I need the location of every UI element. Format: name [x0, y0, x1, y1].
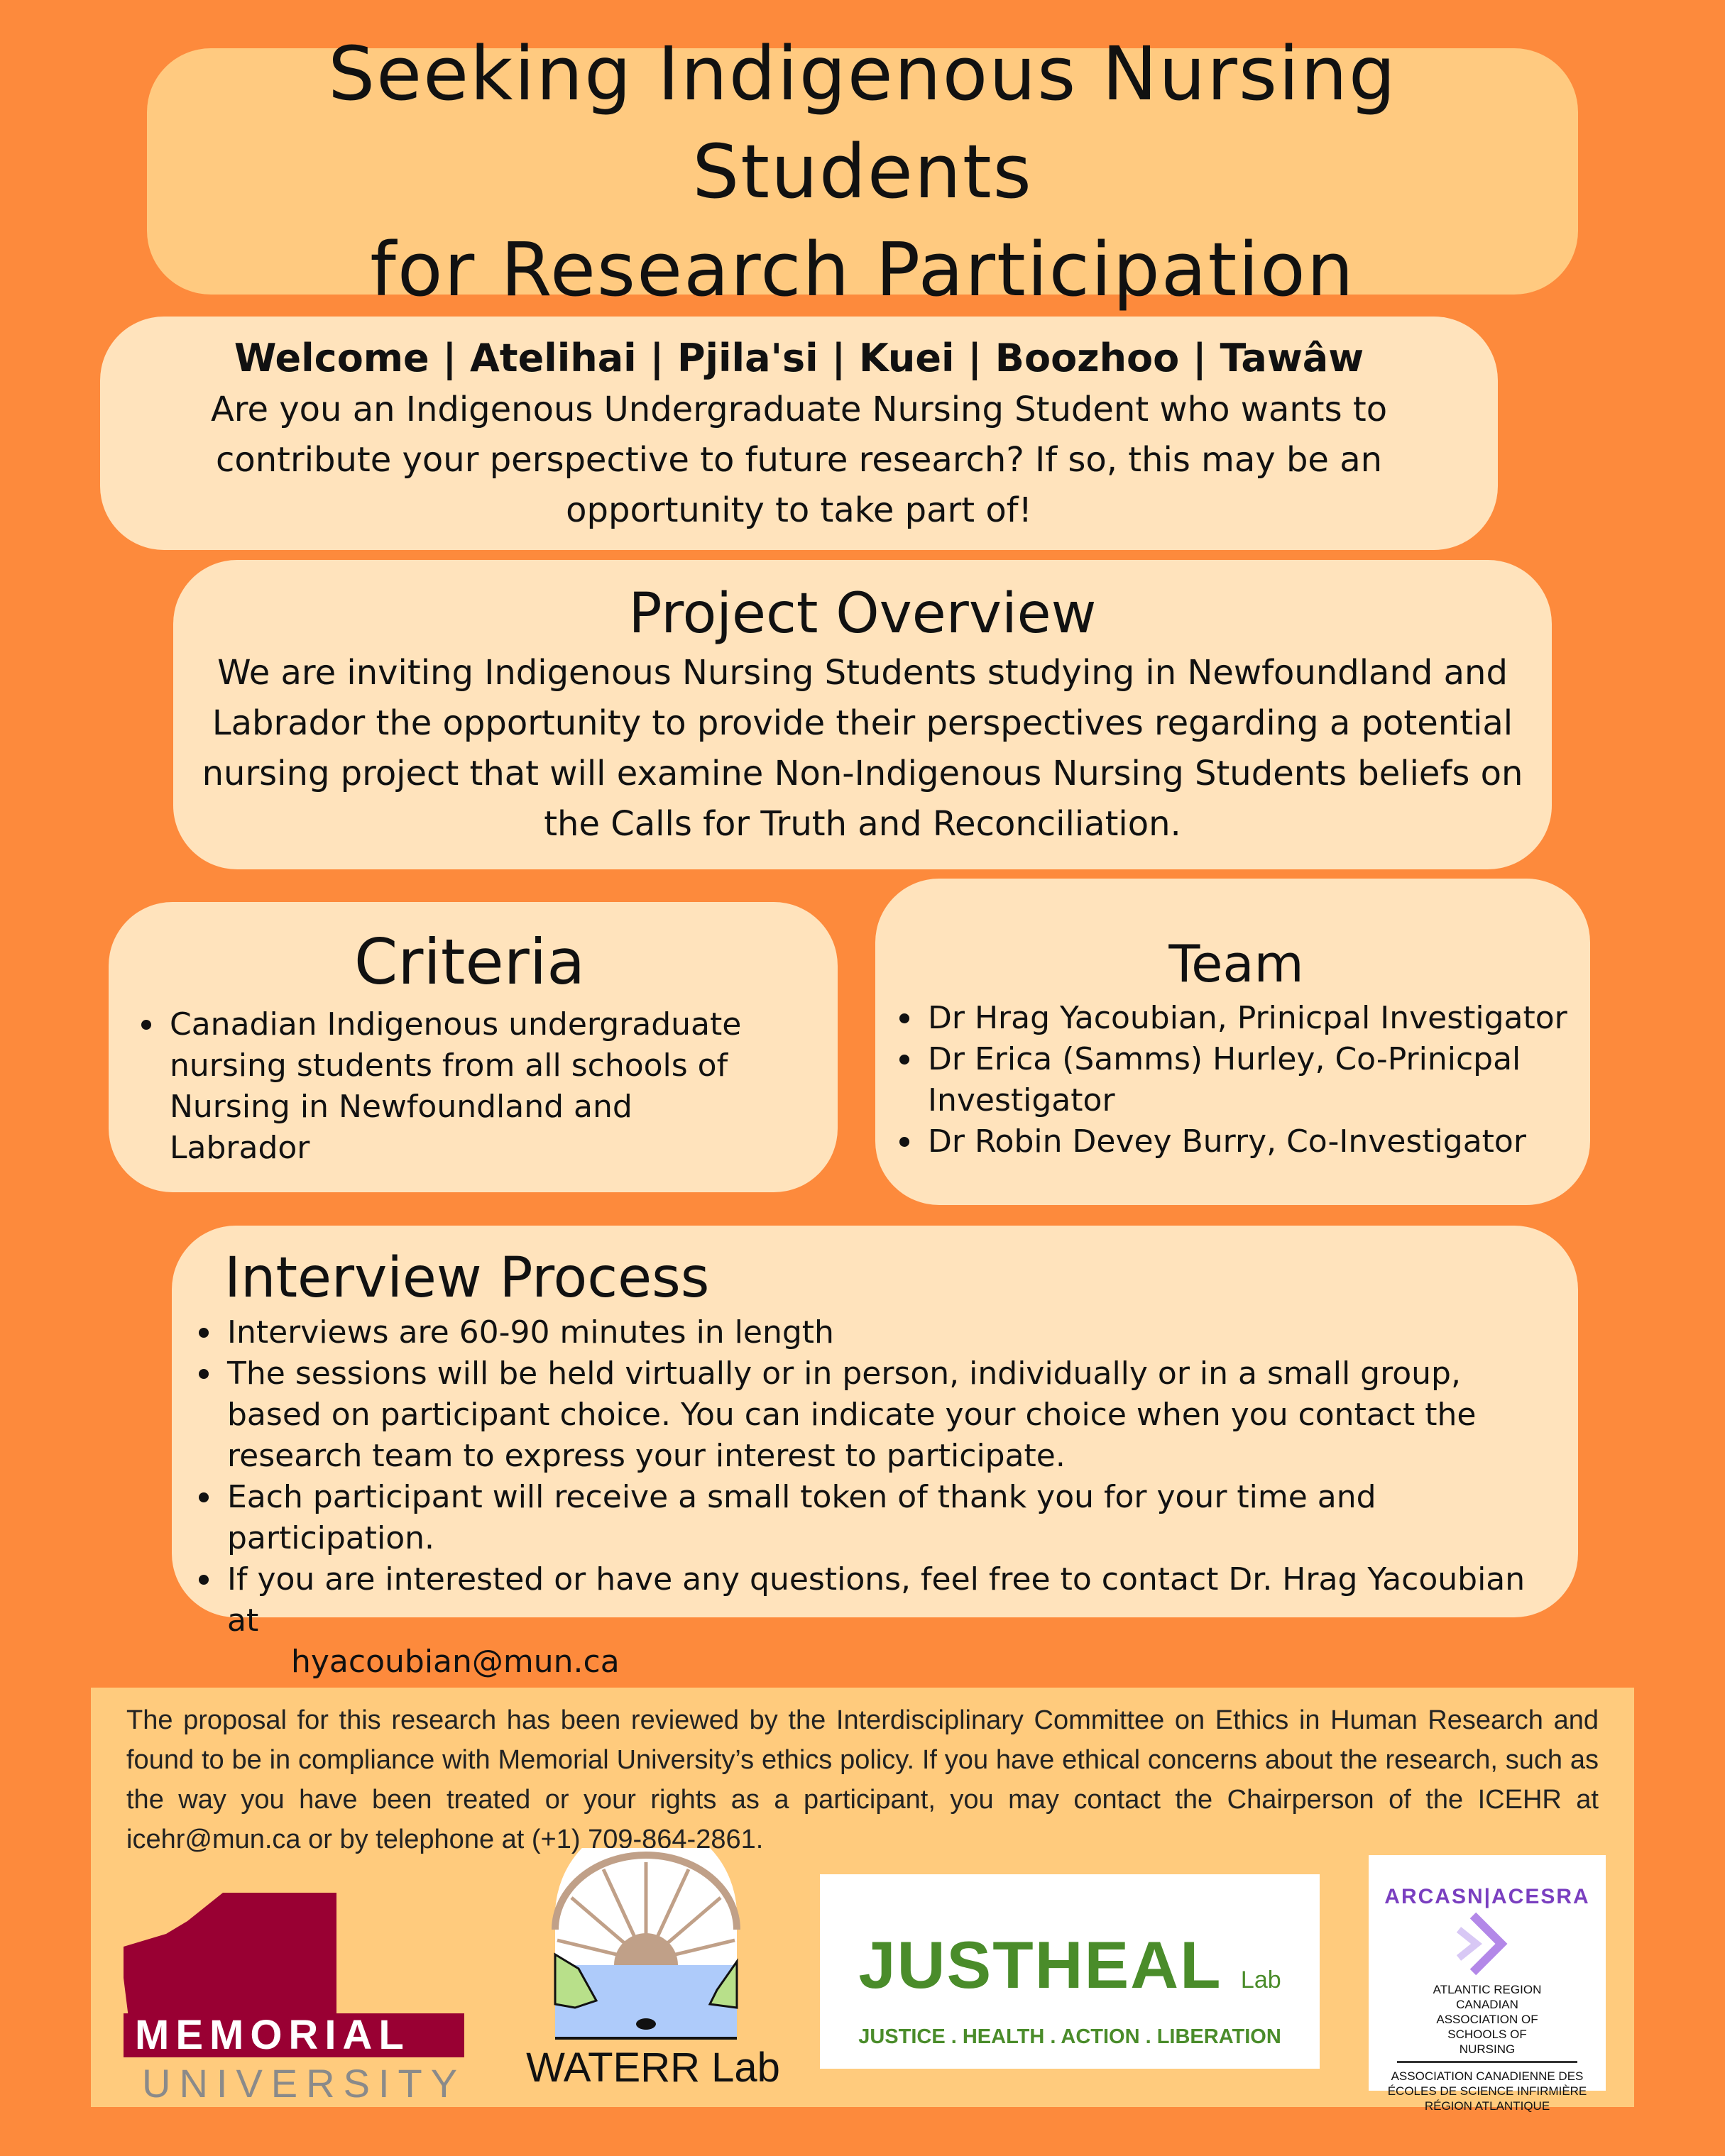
- project-overview-text: We are inviting Indigenous Nursing Students studying in Newfoundland and Labrador the opportunity to provide their perspectives regarding a potential nursing project that will examine Non-Indigenous Nursing Students beliefs on the Calls for Truth and Reconciliation.: [202, 653, 1523, 844]
- welcome-greeting: Welcome | Atelihai | Pjila'si | Kuei | Boozhoo | Tawâw: [234, 336, 1364, 380]
- team-list: [897, 998, 1576, 1162]
- interview-item: Each participant will receive a small token of thank you for your time and participation.: [196, 1477, 1550, 1559]
- arcasn-french-name: ASSOCIATION CANADIENNE DES ÉCOLES DE SCIENCE INFIRMIÈRE RÉGION ATLANTIQUE: [1387, 2069, 1587, 2113]
- justheal-wordmark: JUSTHEAL: [858, 1927, 1221, 2002]
- title-box: [147, 30, 1578, 313]
- university-wordmark: UNIVERSITY: [142, 2061, 466, 2106]
- criteria-heading: Criteria: [354, 925, 586, 999]
- title-line-2: for Research Participation: [370, 226, 1355, 313]
- ethics-statement: The proposal for this research has been reviewed by the Interdisciplinary Committee on Ethics in Human Research and found to be in compliance with Memorial University’s ethics policy. If you have ethical concerns about the research, such as the way you have been treated or your rights as a participant, you may contact the Chairperson of the ICEHR at icehr@mun.ca or by telephone at (+1) 709-864-2861.: [126, 1705, 1599, 1854]
- justheal-tagline: JUSTICE . HEALTH . ACTION . LIBERATION: [858, 2025, 1281, 2048]
- project-overview-heading: Project Overview: [628, 582, 1097, 646]
- interview-process-box: [172, 1226, 1578, 1680]
- welcome-box: [100, 317, 1498, 550]
- arcasn-english-name: ATLANTIC REGION CANADIAN ASSOCIATION OF SCHOOLS OF NURSING: [1397, 1979, 1577, 2063]
- team-box: [875, 879, 1590, 1205]
- justheal-lab-text: Lab: [1240, 1967, 1281, 1993]
- criteria-list: [138, 1004, 809, 1169]
- criteria-box: [109, 902, 838, 1192]
- arcasn-arc-text: ARCASN|ACESRA: [1384, 1885, 1590, 1908]
- memorial-wordmark: MEMORIAL: [124, 2013, 464, 2057]
- justheal-lab-logo: [820, 1874, 1320, 2069]
- waterr-lab-logo: [518, 1848, 788, 2096]
- team-member: Dr Erica (Samms) Hurley, Co-Prinicpal Investigator: [897, 1039, 1576, 1121]
- chevron-arrows-icon: [1445, 1912, 1530, 1976]
- welcome-text: Are you an Indigenous Undergraduate Nursing Student who wants to contribute your perspective to future research? If so, this may be an opportunity to take part of!: [210, 390, 1388, 530]
- interview-item: Interviews are 60-90 minutes in length: [196, 1312, 1550, 1353]
- project-overview-box: [173, 560, 1552, 869]
- team-member: Dr Hrag Yacoubian, Prinicpal Investigator: [897, 998, 1576, 1039]
- team-heading: Team: [1168, 934, 1304, 994]
- interview-list: [196, 1312, 1550, 1641]
- criteria-item: Canadian Indigenous undergraduate nursing students from all schools of Nursing in Newfoundland and Labrador: [138, 1004, 809, 1169]
- title-line-1: Seeking Indigenous Nursing Students: [328, 30, 1397, 215]
- interview-item: The sessions will be held virtually or in person, individually or in a small group, based on participant choice. You can indicate your choice when you contact the research team to express your interest to participate.: [196, 1353, 1550, 1477]
- contact-email[interactable]: hyacoubian@mun.ca: [291, 1644, 620, 1680]
- arcasn-acesra-logo: [1369, 1855, 1606, 2113]
- waterr-lab-wordmark: WATERR Lab: [526, 2045, 780, 2091]
- interview-item: If you are interested or have any questions, feel free to contact Dr. Hrag Yacoubian at: [196, 1559, 1550, 1641]
- waterr-sunrise-river-icon: [518, 1848, 788, 2040]
- memorial-university-logo: [124, 1893, 466, 2106]
- interview-process-heading: Interview Process: [224, 1246, 710, 1310]
- team-member: Dr Robin Devey Burry, Co-Investigator: [897, 1121, 1576, 1162]
